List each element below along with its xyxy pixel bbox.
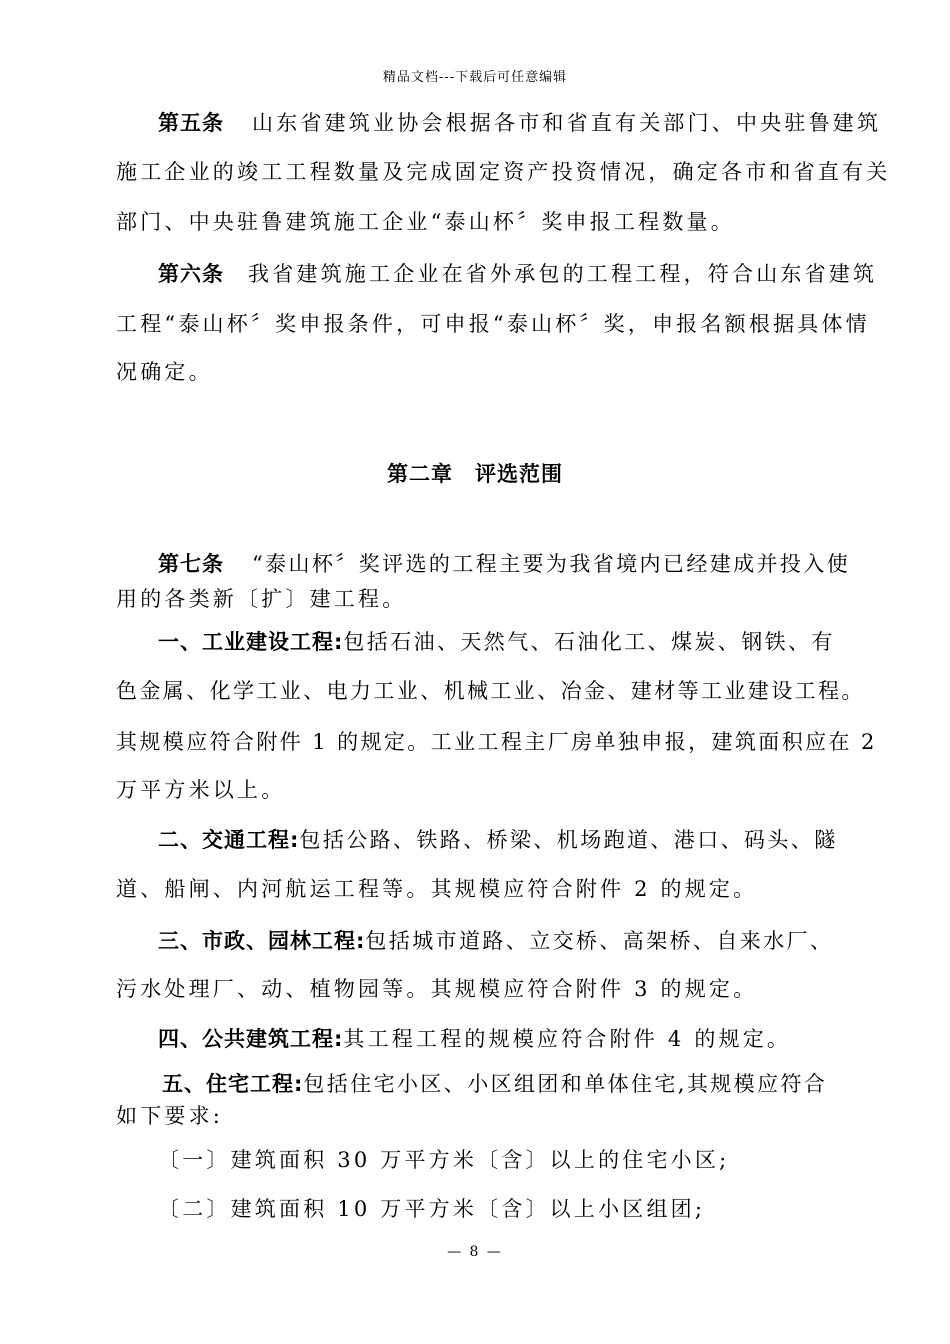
- sub-item-2: 〔二〕建筑面积 10 万平方米〔含〕以上小区组团;: [158, 1197, 706, 1221]
- item5-line2: 如下要求:: [116, 1104, 224, 1128]
- article7-line2: 用的各类新〔扩〕建工程。: [116, 587, 407, 611]
- item4-line1: [116, 1024, 836, 1054]
- page-header: 精品文档---下载后可任意编辑: [382, 70, 568, 85]
- article5-line1: [116, 108, 882, 138]
- item1-line3: 其规模应符合附件 1 的规定。工业工程主厂房单独申报，建筑面积应在 2: [116, 730, 877, 754]
- article5-text1: 山东省建筑业协会根据各市和省直有关部门、中央驻鲁建筑: [252, 111, 882, 135]
- article5-line2: 施工企业的竣工工程数量及完成固定资产投资情况，确定各市和省直有关: [116, 160, 891, 184]
- item5-label: 五、住宅工程:: [162, 1072, 304, 1096]
- article7-line1: [116, 549, 851, 579]
- page-number: — 8 —: [447, 1244, 503, 1260]
- item3-line2: 污水处理厂、动、植物园等。其规模应符合附件 3 的规定。: [116, 977, 758, 1001]
- item5-text1: 包括住宅小区、小区组团和单体住宅,其规模应符合: [303, 1072, 828, 1096]
- item1-line1: [116, 627, 836, 657]
- article6-label: 第六条: [158, 262, 224, 286]
- item4-text1: 其工程工程的规模应符合附件 4 的规定。: [343, 1027, 792, 1051]
- item4-label: 四、公共建筑工程:: [158, 1027, 344, 1051]
- item2-line1: [116, 825, 836, 855]
- item2-label: 二、交通工程:: [158, 828, 300, 852]
- item3-line1: [116, 926, 836, 956]
- article6-line2: 工程“泰山杯〞奖申报条件，可申报“泰山杯〞奖，申报名额根据具体情: [116, 312, 870, 336]
- article5-line3: 部门、中央驻鲁建筑施工企业“泰山杯〞奖申报工程数量。: [116, 210, 735, 234]
- article7-text1: “泰山杯〞奖评选的工程主要为我省境内已经建成并投入使: [252, 552, 851, 576]
- article6-text1: 我省建筑施工企业在省外承包的工程工程，符合山东省建筑: [248, 262, 878, 286]
- item3-label: 三、市政、园林工程:: [158, 929, 366, 953]
- sub-item-1: 〔一〕建筑面积 30 万平方米〔含〕以上的住宅小区;: [158, 1148, 730, 1172]
- item3-text1: 包括城市道路、立交桥、高架桥、自来水厂、: [365, 929, 834, 953]
- chapter-heading: 第二章 评选范围: [387, 462, 563, 486]
- item1-text1: 包括石油、天然气、石油化工、煤炭、钢铁、有: [343, 630, 835, 654]
- article6-line3: 况确定。: [116, 360, 213, 384]
- item2-line2: 道、船闸、内河航运工程等。其规模应符合附件 2 的规定。: [116, 877, 758, 901]
- article5-label: 第五条: [158, 111, 224, 135]
- item5-line1: [116, 1069, 836, 1099]
- item1-line4: 万平方米以上。: [116, 778, 286, 802]
- item1-line2: 色金属、化学工业、电力工业、机械工业、冶金、建材等工业建设工程。: [116, 679, 865, 703]
- article6-line1: [116, 259, 878, 289]
- item2-text1: 包括公路、铁路、桥梁、机场跑道、港口、码头、隧: [299, 828, 838, 852]
- item1-label: 一、工业建设工程:: [158, 630, 344, 654]
- article7-label: 第七条: [158, 552, 224, 576]
